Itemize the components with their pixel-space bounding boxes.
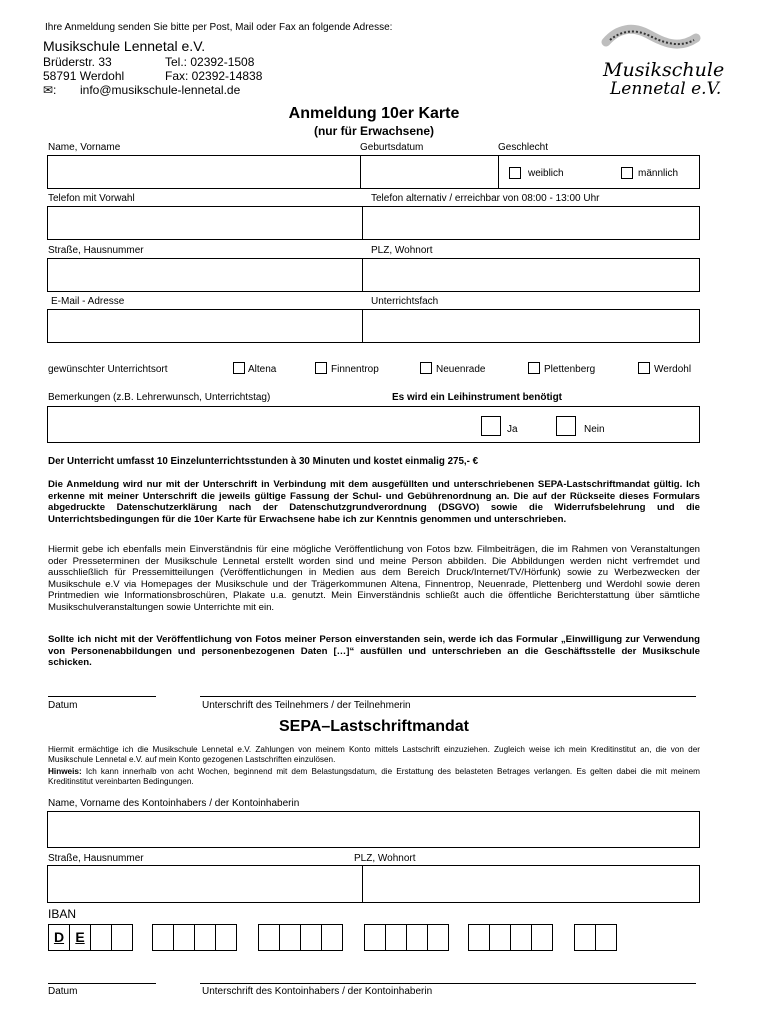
course-info: Der Unterricht umfasst 10 Einzelunterrichtsstunden à 30 Minuten und kostet einmalig 275,- € — [48, 456, 479, 467]
photo-objection-paragraph: Sollte ich nicht mit der Veröffentlichung von Fotos meiner Person einverstanden sein, werde ich das Formular „Einwilligung zur Verwendung von Personenabbildungen und personenbezogenen Daten […]“ ausfüllen und unterschrieben an die Geschäftsstelle der Musikschule schicken. — [48, 634, 700, 668]
female-label: weiblich — [528, 168, 564, 179]
iban-cell[interactable] — [510, 924, 532, 951]
sepa-mandate-text: Hiermit ermächtige ich die Musikschule Lennetal e.V. Zahlungen von meinem Konto mittels Lastschrift einzuziehen. Zugleich weise ich mein Kreditinstitut an, die von der Musikschule Lennetal e.V. auf mein Konto gezogenen Lastschriften einzulösen. — [48, 745, 700, 764]
sepa-signature-label: Unterschrift des Kontoinhabers / der Kontoinhaberin — [202, 986, 433, 997]
location-neuenrade: Neuenrade — [436, 364, 486, 375]
subject-field[interactable] — [362, 309, 700, 343]
iban-cell[interactable] — [574, 924, 596, 951]
checkbox-male[interactable] — [621, 167, 633, 179]
logo-swoosh-icon — [598, 20, 708, 60]
sepa-signature-line[interactable] — [200, 983, 696, 984]
org-name: Musikschule Lennetal e.V. — [43, 38, 206, 54]
iban-cell[interactable] — [90, 924, 112, 951]
zip-city-field[interactable] — [362, 258, 700, 292]
instrument-yes-label: Ja — [507, 424, 518, 435]
iban-group-1 — [48, 924, 132, 951]
gender-label: Geschlecht — [498, 142, 549, 153]
sepa-street-field[interactable] — [47, 865, 363, 903]
org-fax: Fax: 02392-14838 — [165, 69, 263, 83]
iban-cell[interactable] — [300, 924, 322, 951]
date-line[interactable] — [48, 696, 156, 697]
page-title: Anmeldung 10er Karte — [288, 105, 460, 122]
org-tel: Tel.: 02392-1508 — [165, 55, 255, 69]
iban-cell[interactable] — [321, 924, 343, 951]
location-finnentrop: Finnentrop — [331, 364, 379, 375]
location-altena: Altena — [248, 364, 277, 375]
sepa-hint-text: Ich kann innerhalb von acht Wochen, beginnend mit dem Belastungsdatum, die Erstattung des belasteten Betrages verlangen. Es gelten dabei die mit meinem Kreditinstitut vereinbarten Bedingungen. — [48, 767, 700, 786]
phone-alt-field[interactable] — [362, 206, 700, 240]
org-email[interactable]: info@musikschule-lennetal.de — [80, 83, 241, 97]
birthdate-label: Geburtsdatum — [360, 142, 424, 153]
name-field[interactable] — [47, 155, 361, 189]
sepa-zip-city-field[interactable] — [362, 865, 700, 903]
iban-group-5 — [468, 924, 552, 951]
birthdate-field[interactable] — [360, 155, 499, 189]
sepa-zip-label: PLZ, Wohnort — [354, 853, 416, 864]
checkbox-finnentrop[interactable] — [315, 362, 327, 374]
school-logo — [598, 20, 725, 110]
iban-group-2 — [152, 924, 236, 951]
checkbox-instrument-yes[interactable] — [481, 416, 501, 436]
location-label: gewünschter Unterrichtsort — [48, 364, 168, 375]
name-label: Name, Vorname — [48, 142, 121, 153]
checkbox-plettenberg[interactable] — [528, 362, 540, 374]
instrument-no-label: Nein — [584, 424, 605, 435]
iban-group-4 — [364, 924, 448, 951]
consent-paragraph: Die Anmeldung wird nur mit der Unterschrift in Verbindung mit dem ausgefüllten und unterschriebenen SEPA-Lastschriftmandat gültig. Ich erkenne mit meiner Unterschrift die jeweils gültige Fassung der Schul- und Gebührenordnung an. Die auf der Rückseite dieses Formulars abgedruckte Datenschutzerklärung nach der Datenschutzgrundverordnung (DSGVO) sowie die Widerrufsbelehrung und die Unterrichtsbedingungen für die 10er Karte für Erwachsene habe ich zur Kenntnis genommen und unterschrieben. — [48, 479, 700, 525]
phone-field[interactable] — [47, 206, 363, 240]
instrument-label: Es wird ein Leihinstrument benötigt — [392, 392, 563, 403]
iban-cell[interactable] — [468, 924, 490, 951]
email-label: E-Mail - Adresse — [51, 296, 125, 307]
sepa-street-label: Straße, Hausnummer — [48, 853, 144, 864]
iban-cell-country-2: E — [69, 924, 91, 951]
mail-icon: ✉: — [43, 83, 57, 97]
org-city: 58791 Werdohl — [43, 69, 125, 83]
iban-label: IBAN — [48, 907, 77, 921]
iban-cell[interactable] — [385, 924, 407, 951]
street-field[interactable] — [47, 258, 363, 292]
phone-label: Telefon mit Vorwahl — [48, 193, 135, 204]
intro-text: Ihre Anmeldung senden Sie bitte per Post, Mail oder Fax an folgende Adresse: — [45, 22, 393, 33]
iban-group-3 — [258, 924, 342, 951]
iban-cell[interactable] — [531, 924, 553, 951]
checkbox-instrument-no[interactable] — [556, 416, 576, 436]
org-street: Brüderstr. 33 — [43, 55, 112, 69]
subject-label: Unterrichtsfach — [371, 296, 439, 307]
iban-cell[interactable] — [194, 924, 216, 951]
location-werdohl: Werdohl — [654, 364, 692, 375]
iban-cell[interactable] — [595, 924, 617, 951]
signature-line[interactable] — [200, 696, 696, 697]
iban-cell-country-1: D — [48, 924, 70, 951]
sepa-title: SEPA–Lastschriftmandat — [279, 718, 469, 735]
remarks-label: Bemerkungen (z.B. Lehrerwunsch, Unterrichtstag) — [48, 392, 271, 403]
iban-cell[interactable] — [279, 924, 301, 951]
street-label: Straße, Hausnummer — [48, 245, 144, 256]
iban-cell[interactable] — [152, 924, 174, 951]
logo-text-line1: Musikschule — [603, 59, 725, 81]
checkbox-werdohl[interactable] — [638, 362, 650, 374]
checkbox-neuenrade[interactable] — [420, 362, 432, 374]
sepa-hint-label: Hinweis: — [48, 767, 82, 776]
zip-label: PLZ, Wohnort — [371, 245, 433, 256]
sepa-hint — [48, 767, 700, 787]
iban-cell[interactable] — [406, 924, 428, 951]
location-plettenberg: Plettenberg — [544, 364, 596, 375]
male-label: männlich — [638, 168, 679, 179]
iban-cell[interactable] — [215, 924, 237, 951]
checkbox-altena[interactable] — [233, 362, 245, 374]
photo-consent-paragraph: Hiermit gebe ich ebenfalls mein Einverständnis für eine mögliche Veröffentlichung von Fotos bzw. Filmbeiträgen, die im Rahmen von Veranstaltungen oder Presseterminen der Musikschule Lennetal erstellt worden sind und meine Person abbilden. Die Abbildungen werden nicht verfremdet und ausschließlich für Pressemitteilungen (Veröffentlichungen in Medien aus dem Bereich Druck/Internet/TV/Hörfunk) sowie zu Werbezwecken der Musikschule e.V via Homepages der Musikschule und der Trägerkommunen Altena, Finnentrop, Neuenrade, Plettenberg und Werdohl sowie deren Printmedien wie Informationsbroschüren, Plakate u.a. genutzt. Mein Einverständnis schließt auch die öffentliche Berichterstattung über sämtliche Musikschulveranstaltungen sowie Unterrichte mit ein. — [48, 544, 700, 613]
date-label: Datum — [48, 700, 78, 711]
iban-cell[interactable] — [111, 924, 133, 951]
iban-group-6 — [574, 924, 616, 951]
sepa-date-line[interactable] — [48, 983, 156, 984]
iban-cell[interactable] — [427, 924, 449, 951]
signature-label: Unterschrift des Teilnehmers / der Teilnehmerin — [202, 700, 411, 711]
iban-cell[interactable] — [173, 924, 195, 951]
page-subtitle: (nur für Erwachsene) — [313, 124, 435, 138]
holder-label: Name, Vorname des Kontoinhabers / der Kontoinhaberin — [48, 798, 300, 809]
iban-cell[interactable] — [364, 924, 386, 951]
logo-text-line2: Lennetal e.V. — [610, 79, 722, 99]
iban-cell[interactable] — [258, 924, 280, 951]
holder-field[interactable] — [47, 811, 700, 848]
checkbox-female[interactable] — [509, 167, 521, 179]
email-field[interactable] — [47, 309, 363, 343]
sepa-date-label: Datum — [48, 986, 78, 997]
iban-cell[interactable] — [489, 924, 511, 951]
phone-alt-label: Telefon alternativ / erreichbar von 08:00 - 13:00 Uhr — [371, 193, 600, 204]
